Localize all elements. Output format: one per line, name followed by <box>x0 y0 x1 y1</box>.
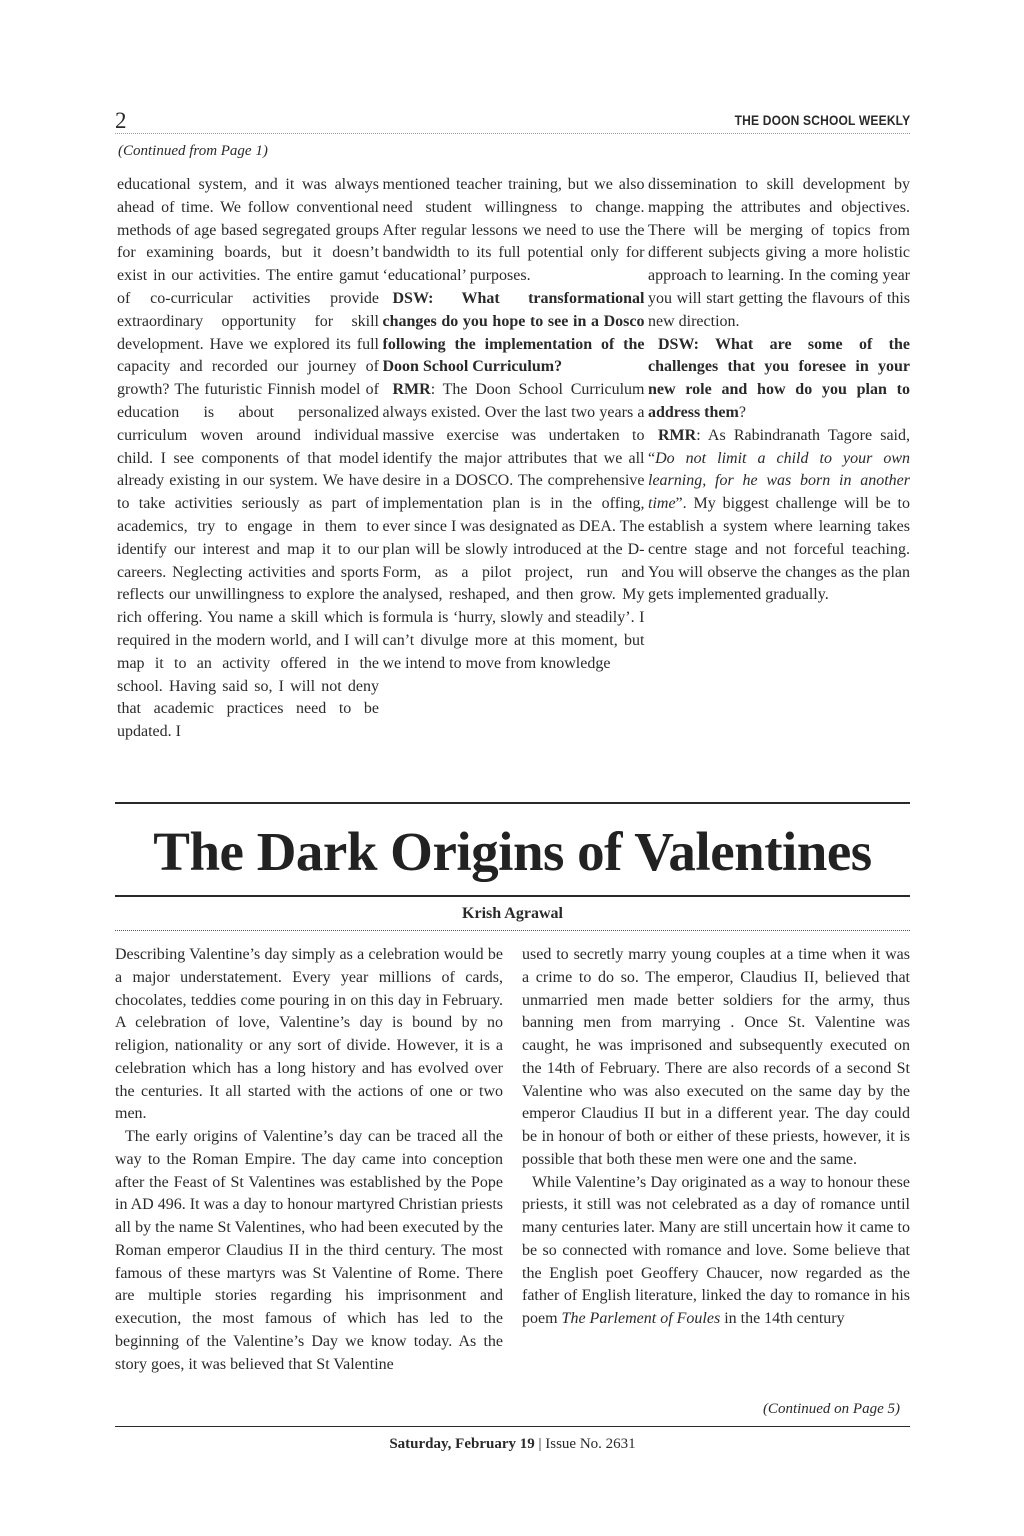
article-paragraph: Describing Valentine’s day simply as a celebration would be a major understatement. Every year millions of cards, chocolates, teddies come pouring in on this day in February. A celebration of love, Valentine’s day is bound by no religion, nationality or any sort of divide. However, it is a celebration which has a long history and has evolved over the centuries. It all started with the actions of one or two men. <box>115 946 503 1123</box>
question-text: What are some of the challenges that you foresee in your new role and how do you plan to address them <box>648 335 910 421</box>
continued-from-note: (Continued from Page 1) <box>118 143 268 159</box>
poem-title: The Parlement of Foules <box>561 1310 721 1327</box>
question-label: DSW <box>658 335 694 353</box>
interview-column-3 <box>648 174 910 794</box>
interview-paragraph: dissemination to skill development by mapping the attributes and objectives. There will be merging of topics from different subjects giving a more holistic approach to learning. In the coming year you will start getting the flavours of this new direction. <box>648 176 910 330</box>
paragraph-text: in the 14th century <box>720 1310 845 1327</box>
article-headline: The Dark Origins of Valentines <box>153 821 872 882</box>
headline-top-rule <box>115 802 910 804</box>
footer-rule <box>115 1426 910 1427</box>
headline-bottom-rule <box>115 895 910 897</box>
question-label: DSW <box>392 289 429 307</box>
interview-question: DSW: What are some of the challenges that you foresee in your new role and how do you plan to address them? <box>648 335 910 421</box>
interview-question: DSW: What transformational changes do you hope to see in a Dosco following the implementation of the Doon School Curriculum? <box>382 289 645 376</box>
answer-label: RMR <box>392 381 431 399</box>
paragraph-text: While Valentine’s Day originated as a way to honour these priests, it still was not celebrated as a day of romance until many centuries later. Many are still uncertain how it came to be so connected with romance and love. Some believe that the English poet Geoffery Chaucer, now regarded as the father of English literature, linked the day to romance in his poem <box>522 1173 910 1327</box>
publication-name: THE DOON SCHOOL WEEKLY <box>734 112 910 128</box>
question-text: What transformational changes do you hope to see in a Dosco following the implementation of the Doon School Curriculum? <box>382 289 645 376</box>
continued-on-note: (Continued on Page 5) <box>762 1401 900 1417</box>
article-column-left <box>115 944 503 1376</box>
article-paragraph <box>522 1172 910 1331</box>
page-footer <box>115 1436 910 1453</box>
interview-answer: RMR: As Rabindranath Tagore said, “Do not limit a child to your own learning, for he was born in another time”. My biggest challenge will be to establish a system where learning takes centre stage and not forceful teaching. You will observe the changes as the plan gets implemented gradually. <box>648 426 910 604</box>
answer-rest: ”. My biggest challenge will be to establish a system where learning takes centre stage and not forceful teaching. You will observe the changes as the plan gets implemented gradually. <box>648 495 910 604</box>
footer-separator: | <box>534 1436 546 1452</box>
byline <box>115 905 910 923</box>
interview-column-1 <box>117 174 379 794</box>
page-number: 2 <box>115 108 127 133</box>
answer-label: RMR <box>658 426 697 444</box>
article-columns <box>115 944 910 1376</box>
article-paragraph: used to secretly marry young couples at a time when it was a crime to do so. The emperor, Claudius II, believed that unmarried men made better soldiers for the army, thus banning men from marrying . Once St. Valentine was caught, he was imprisoned and subsequently executed on the 14th of February. There are also records of a second St Valentine who was also executed on the same day by the emperor Claudius II but in a different year. The day could be in honour of both or either of these priests, however, it is possible that both these men were one and the same. <box>522 946 910 1168</box>
byline-row <box>115 903 910 931</box>
author-name: Krish Agrawal <box>454 905 571 922</box>
interview-paragraph: educational system, and it was always ahead of time. We follow conventional methods of age based segregated groups for examining boards, but it doesn’t exist in our activities. The entire gamut of co-curricular activities provide extraordinary opportunity for skill development. Have we explored its full capacity and recorded our journey of growth? The futuristic Finnish model of education is about personalized curriculum woven around individual child. I see components of that model already existing in our system. We have to take activities seriously as part of academics, try to engage in them to identify our interest and map it to our careers. Neglecting activities and sports reflects our unwillingness to explore the rich offering. You name a skill which is required in the modern world, and I will map it to an activity offered in the school. Having said so, I will not deny that academic practices need to be updated. I <box>117 176 379 741</box>
tagore-quote: Do not limit a child to your own learning, for he was born in another time <box>648 449 910 513</box>
issue-number: Issue No. 2631 <box>545 1436 636 1452</box>
article-paragraph: The early origins of Valentine’s day can be traced all the way to the Roman Empire. The day came into conception after the Feast of St Valentines was established by the Pope in AD 496. It was a day to honour martyred Christian priests all by the name St Valentines, who had been executed by the Roman emperor Claudius II in the third century. The most famous of these martyrs was St Valentine of Rome. There are multiple stories regarding his imprisonment and execution, the most famous of which has led to the beginning of the Valentine’s Day we know today. As the story goes, it was believed that St Valentine <box>115 1128 503 1373</box>
interview-paragraph: mentioned teacher training, but we also need student willingness to change. After regular lessons we need to use the bandwidth to its full potential only for ‘educational’ purposes. <box>382 176 645 285</box>
interview-column-2 <box>383 174 645 794</box>
page-header <box>115 108 910 134</box>
article-column-right <box>522 944 910 1376</box>
answer-lead: As Rabindranath Tagore said, “ <box>648 426 910 467</box>
issue-date: Saturday, February 19 <box>389 1436 535 1452</box>
question-mark: ? <box>738 403 746 421</box>
interview-answer: RMR: The Doon School Curriculum always existed. Over the last two years a massive exercise was undertaken to identify the major attributes that we all desire in a DOSCO. The comprehensive implementation plan is in the offing, ever since I was designated as DEA. The plan will be slowly introduced at the D-Form, as a pilot project, run and analysed, reshaped, and then grow. My formula is ‘hurry, slowly and steadily’. I can’t divulge more at this moment, but we intend to move from knowledge <box>382 381 645 672</box>
interview-columns <box>117 174 910 794</box>
answer-text: The Doon School Curriculum always existed. Over the last two years a massive exercise was undertaken to identify the major attributes that we all desire in a DOSCO. The comprehensive implementation plan is in the offing, ever since I was designated as DEA. The plan will be slowly introduced at the D-Form, as a pilot project, run and analysed, reshaped, and then grow. My formula is ‘hurry, slowly and steadily’. I can’t divulge more at this moment, but we intend to move from knowledge <box>382 381 645 672</box>
